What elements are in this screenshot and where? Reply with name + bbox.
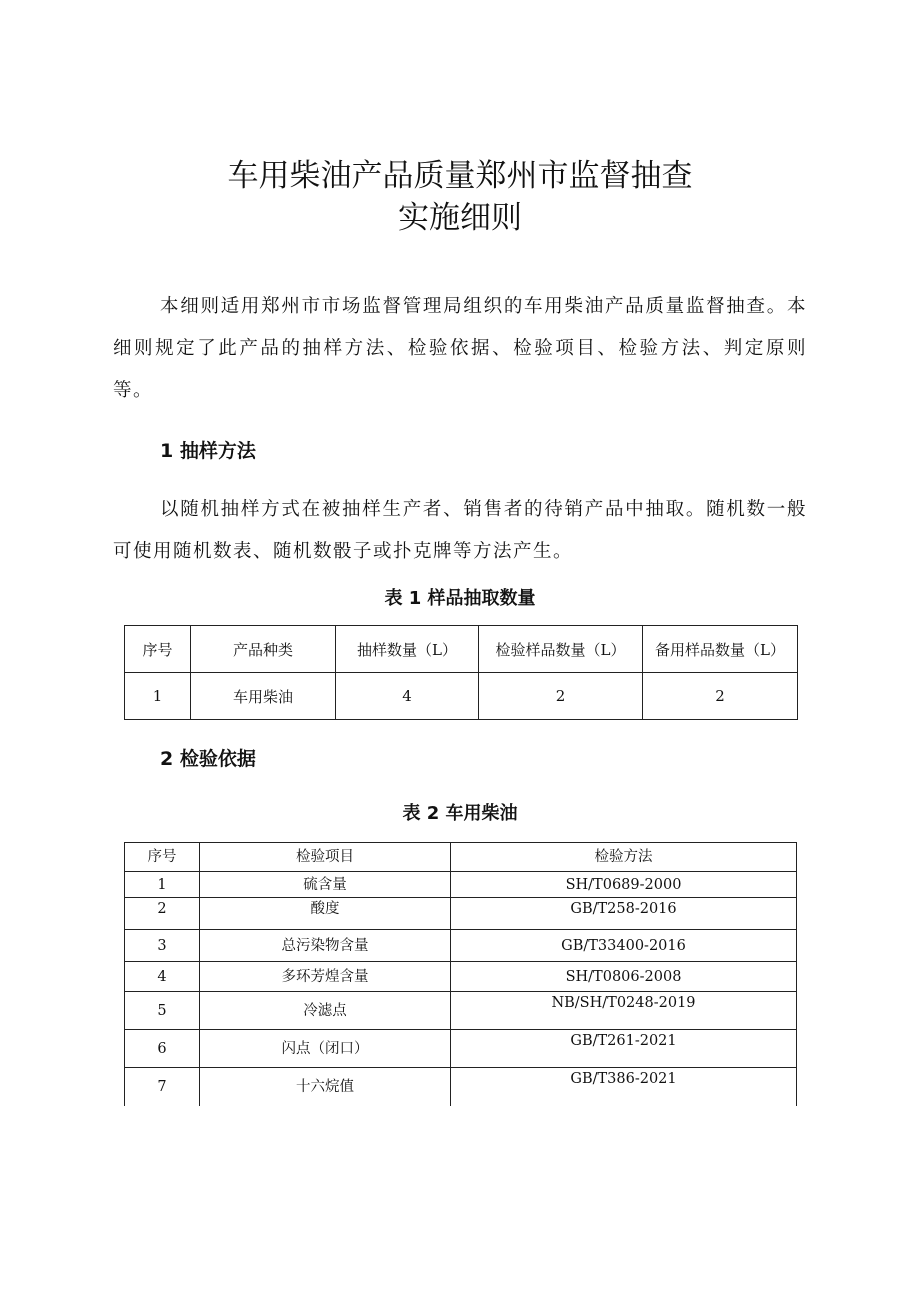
table-cell: 3 [125,930,200,962]
table-cell: GB/T261-2021 [451,1030,797,1068]
intro-paragraph: 本细则适用郑州市市场监督管理局组织的车用柴油产品质量监督抽查。本细则规定了此产品的抽样方法、检验依据、检验项目、检验方法、判定原则等。 [113,296,807,401]
table-cell: 2 [479,673,643,720]
table-1-caption: 表 1 样品抽取数量 [384,588,536,609]
table-cell: SH/T0689-2000 [451,872,797,898]
table-row [125,962,797,992]
table-cell: GB/T33400-2016 [451,930,797,962]
sample-quantity-table [124,625,798,720]
table-header-row [125,843,797,872]
table-cell: 7 [125,1068,200,1106]
inspection-items-table [124,842,797,1106]
table-cell: 1 [125,673,191,720]
section-1-paragraph: 以随机抽样方式在被抽样生产者、销售者的待销产品中抽取。随机数一般可使用随机数表、随机数骰子或扑克牌等方法产生。 [113,499,807,562]
table-cell: SH/T0806-2008 [451,962,797,992]
table-cell: 硫含量 [200,872,451,898]
header-cell: 抽样数量（L） [336,626,479,673]
table-cell: GB/T386-2021 [451,1068,797,1106]
table-row [125,930,797,962]
table-row [125,992,797,1030]
section-1-heading: 1 抽样方法 [160,440,256,462]
header-cell: 检验方法 [451,843,797,872]
table-cell: 1 [125,872,200,898]
table-cell: 总污染物含量 [200,930,451,962]
header-cell: 序号 [125,843,200,872]
table-row [125,898,797,930]
table-2-caption: 表 2 车用柴油 [402,803,518,824]
table-cell: 6 [125,1030,200,1068]
table-cell: 2 [643,673,798,720]
document-title-line1: 车用柴油产品质量郑州市监督抽查 [227,158,693,194]
table-row [125,1068,797,1106]
header-cell: 检验项目 [200,843,451,872]
table-cell: 酸度 [200,898,451,930]
table-header-row [125,626,798,673]
table-cell: 冷滤点 [200,992,451,1030]
table-cell: 十六烷值 [200,1068,451,1106]
header-cell: 备用样品数量（L） [643,626,798,673]
table-cell: NB/SH/T0248-2019 [451,992,797,1030]
table-cell: 多环芳煌含量 [200,962,451,992]
section-2-heading: 2 检验依据 [160,748,256,770]
table-row [125,1030,797,1068]
table-cell: 车用柴油 [191,673,336,720]
table-cell: 2 [125,898,200,930]
table-cell: 闪点（闭口） [200,1030,451,1068]
table-cell: 5 [125,992,200,1030]
header-cell: 产品种类 [191,626,336,673]
table-cell: GB/T258-2016 [451,898,797,930]
table-cell: 4 [125,962,200,992]
document-title-line2: 实施细则 [398,200,522,236]
table-row [125,872,797,898]
header-cell: 序号 [125,626,191,673]
table-row [125,673,798,720]
header-cell: 检验样品数量（L） [479,626,643,673]
table-cell: 4 [336,673,479,720]
